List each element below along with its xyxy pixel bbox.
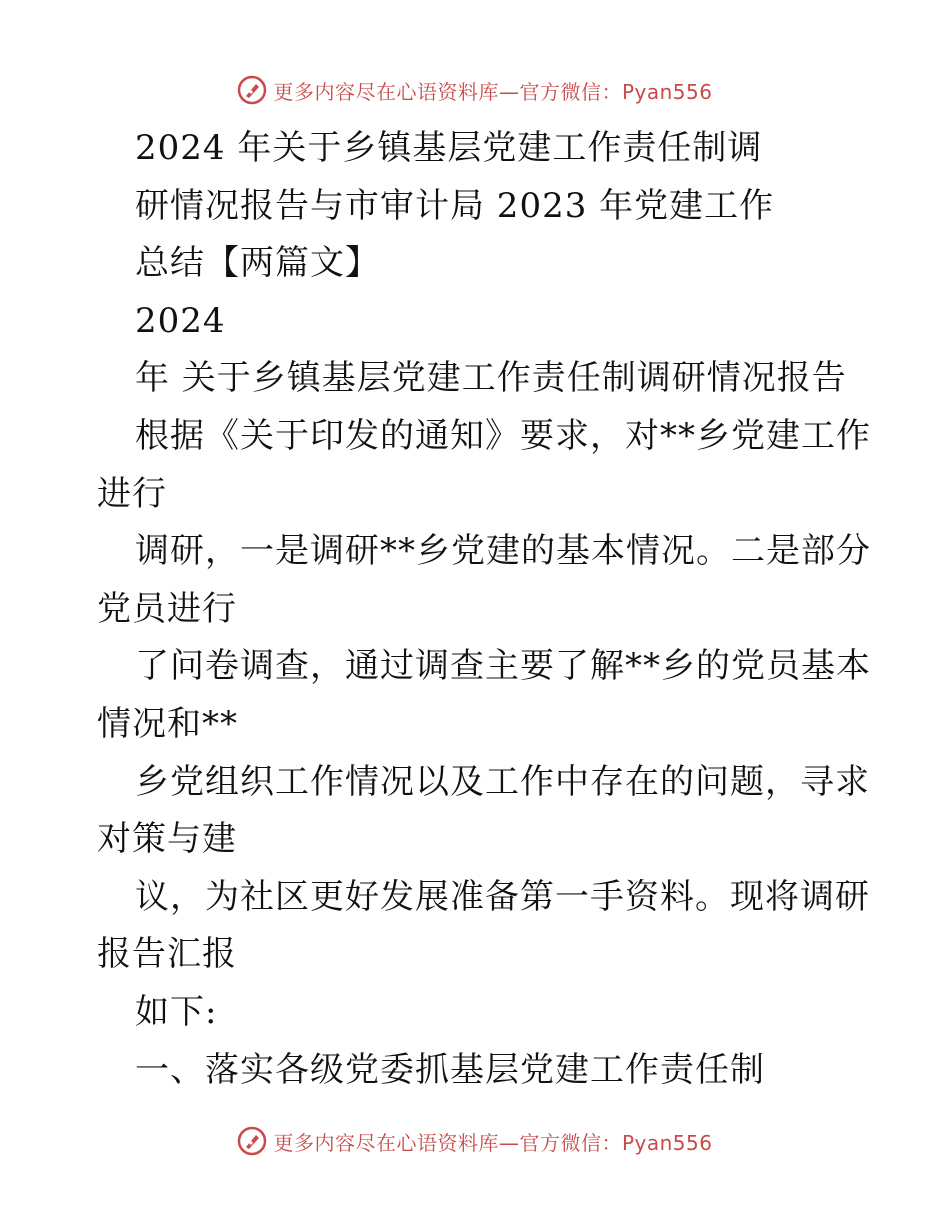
body-text-line: 根据《关于印发的通知》要求，对**乡党建工作 [135, 415, 871, 456]
body-paragraphs [97, 293, 871, 1099]
body-text-line: 如下: [135, 991, 218, 1032]
body-text-line: 议，为社区更好发展准备第一手资料。现将调研 [135, 876, 870, 917]
body-text-line: 情况和** [97, 703, 238, 744]
body-text-line: 对策与建 [97, 819, 237, 860]
footer-watermark [0, 1121, 950, 1161]
body-text-line: 了问卷调查，通过调查主要了解**乡的党员基本 [135, 646, 871, 687]
watermark-text: 更多内容尽在心语资料库—官方微信：Pyan556 [273, 1130, 713, 1155]
header-watermark [0, 70, 950, 110]
body-text-line: 2024 [135, 300, 226, 341]
pen-nib-logo-icon [237, 75, 267, 105]
document-title-line: 总结【两篇文】 [135, 243, 380, 284]
body-text-line: 党员进行 [97, 588, 237, 629]
body-text-line: 一、落实各级党委抓基层党建工作责任制 [135, 1049, 765, 1090]
body-text-line: 调研，一是调研**乡党建的基本情况。二是部分 [135, 531, 871, 572]
document-body [97, 120, 871, 1099]
pen-nib-logo-icon [237, 1126, 267, 1156]
watermark-text: 更多内容尽在心语资料库—官方微信：Pyan556 [273, 79, 713, 104]
body-text-line: 年 关于乡镇基层党建工作责任制调研情况报告 [135, 358, 847, 399]
body-text-line: 报告汇报 [97, 934, 237, 975]
document-title-line: 研情况报告与市审计局 2023 年党建工作 [135, 185, 775, 226]
body-text-line: 乡党组织工作情况以及工作中存在的问题，寻求 [135, 761, 870, 802]
body-text-line: 进行 [97, 473, 167, 514]
document-title-line: 2024 年关于乡镇基层党建工作责任制调 [135, 128, 763, 168]
